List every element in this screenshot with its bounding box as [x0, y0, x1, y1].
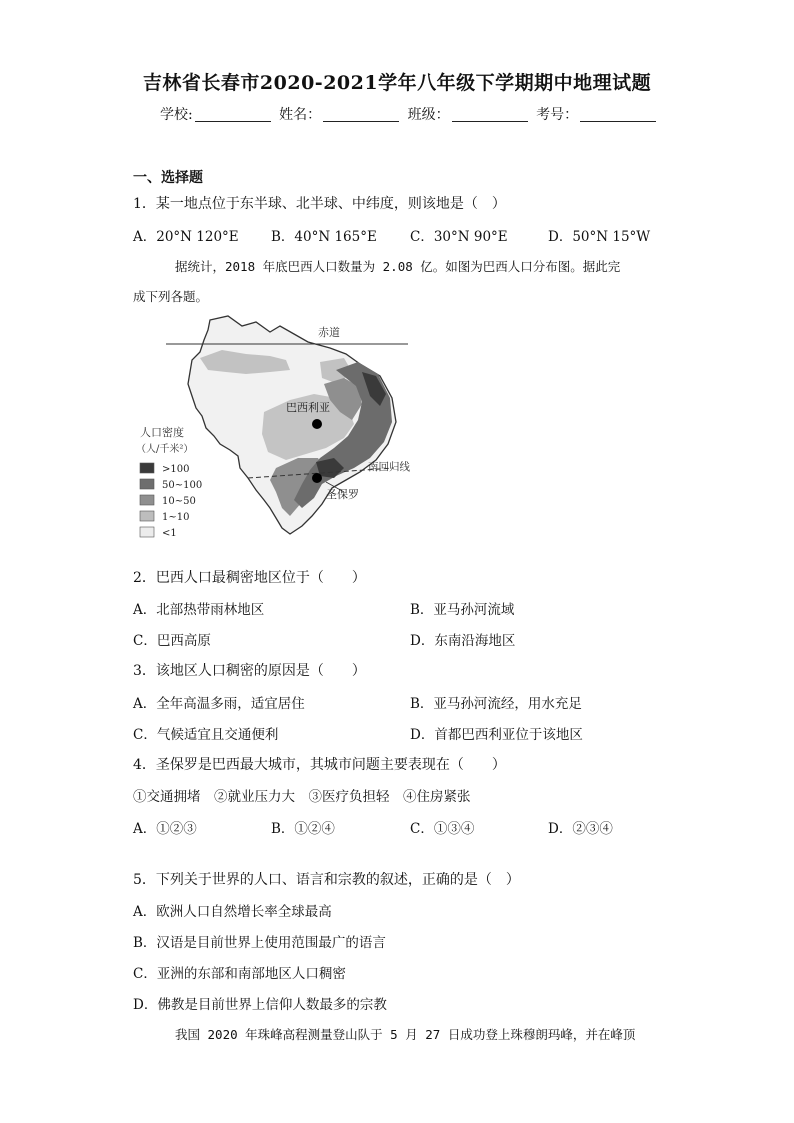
- question-5-option-a[interactable]: A．欧洲人口自然增长率全球最高: [133, 904, 332, 920]
- question-5-stem: 5．下列关于世界的人口、语言和宗教的叙述，正确的是（ ）: [133, 872, 520, 888]
- brazil-population-map: [130, 312, 420, 544]
- legend-label-3: 10~50: [162, 496, 196, 507]
- sao-paulo-marker: [312, 473, 322, 483]
- question-4-stem: 4．圣保罗是巴西最大城市，其城市问题主要表现在（ ）: [133, 757, 506, 773]
- legend-label-4: 1~10: [162, 512, 190, 523]
- question-2-option-a[interactable]: A．北部热带雨林地区: [133, 602, 265, 618]
- name-label: 姓名：: [279, 107, 322, 123]
- question-2-option-c[interactable]: C．巴西高原: [133, 633, 211, 649]
- question-4-option-a[interactable]: A．①②③: [133, 821, 197, 837]
- legend-swatch-5: [140, 527, 154, 537]
- legend-swatch-2: [140, 479, 154, 489]
- question-5-option-b[interactable]: B．汉语是目前世界上使用范围最广的语言: [133, 935, 386, 951]
- id-label: 考号：: [536, 107, 579, 123]
- legend-swatch-1: [140, 463, 154, 473]
- question-1-stem: 1．某一地点位于东半球、北半球、中纬度，则该地是（ ）: [133, 196, 506, 212]
- question-3-option-a[interactable]: A．全年高温多雨，适宜居住: [133, 696, 305, 712]
- question-3-option-d[interactable]: D．首都巴西利亚位于该地区: [410, 727, 583, 743]
- question-4-option-d[interactable]: D．②③④: [548, 821, 613, 837]
- legend-label-2: 50~100: [162, 480, 203, 491]
- question-2-option-b[interactable]: B．亚马孙河流域: [410, 602, 515, 618]
- legend-unit: （人/千米²）: [136, 444, 194, 455]
- question-1-option-b[interactable]: B．40°N 165°E: [271, 229, 377, 245]
- passage-2-line-1: 我国 2020 年珠峰高程测量登山队于 5 月 27 日成功登上珠穆朗玛峰，并在峰顶: [175, 1027, 636, 1042]
- question-4-option-c[interactable]: C．①③④: [410, 821, 475, 837]
- legend-label-5: <1: [162, 528, 177, 539]
- passage-line-2: 成下列各题。: [133, 289, 209, 304]
- question-1-option-a[interactable]: A．20°N 120°E: [133, 229, 239, 245]
- city-label: 圣保罗: [326, 488, 359, 501]
- school-label: 学校:: [160, 107, 193, 123]
- question-5-option-c[interactable]: C．亚洲的东部和南部地区人口稠密: [133, 966, 346, 982]
- class-field[interactable]: [452, 107, 528, 122]
- question-4-items: ①交通拥堵 ②就业压力大 ③医疗负担轻 ④住房紧张: [133, 789, 471, 805]
- question-3-stem: 3．该地区人口稠密的原因是（ ）: [133, 663, 366, 679]
- brasilia-marker: [312, 419, 322, 429]
- question-4-option-b[interactable]: B．①②④: [271, 821, 335, 837]
- id-field[interactable]: [580, 107, 656, 122]
- question-1-option-d[interactable]: D．50°N 15°W: [548, 229, 651, 245]
- question-1-option-c[interactable]: C．30°N 90°E: [410, 229, 508, 245]
- legend-label-1: >100: [162, 464, 190, 475]
- class-label: 班级：: [407, 107, 450, 123]
- student-info-line: [160, 104, 660, 124]
- question-3-option-b[interactable]: B．亚马孙河流经，用水充足: [410, 696, 582, 712]
- school-field[interactable]: [195, 107, 271, 122]
- capital-label: 巴西利亚: [286, 401, 330, 414]
- section-heading: 一、选择题: [133, 170, 203, 186]
- tropic-label: 南回归线: [368, 461, 410, 473]
- question-5-option-d[interactable]: D．佛教是目前世界上信仰人数最多的宗教: [133, 997, 387, 1013]
- legend-swatch-4: [140, 511, 154, 521]
- legend: [140, 463, 202, 539]
- name-field[interactable]: [323, 107, 399, 122]
- question-2-stem: 2．巴西人口最稠密地区位于（ ）: [133, 570, 366, 586]
- question-2-option-d[interactable]: D．东南沿海地区: [410, 633, 516, 649]
- equator-label: 赤道: [318, 326, 340, 339]
- question-3-option-c[interactable]: C．气候适宜且交通便利: [133, 727, 279, 743]
- page-title: 吉林省长春市2020-2021学年八年级下学期期中地理试题: [142, 72, 652, 94]
- legend-swatch-3: [140, 495, 154, 505]
- legend-title: 人口密度: [140, 426, 184, 439]
- passage-line-1: 据统计，2018 年底巴西人口数量为 2.08 亿。如图为巴西人口分布图。据此完: [175, 259, 621, 274]
